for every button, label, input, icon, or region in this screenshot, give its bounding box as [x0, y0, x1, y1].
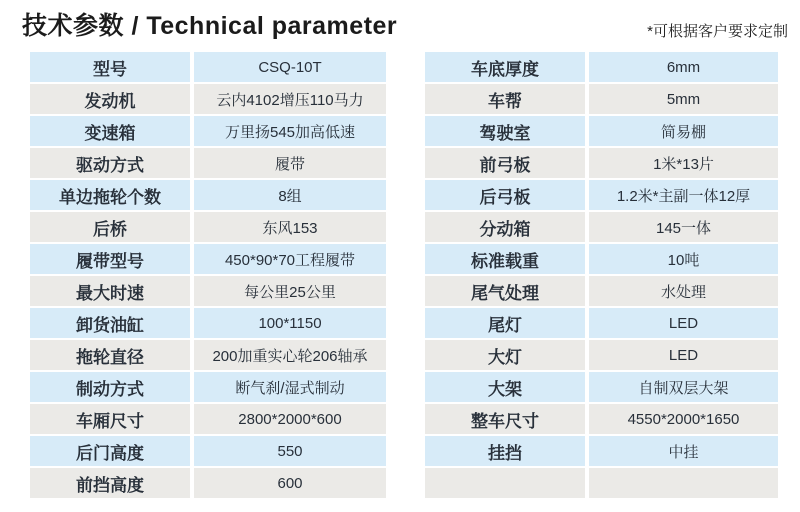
spec-row [30, 180, 386, 210]
spec-row [425, 116, 778, 146]
spec-param-label: 后桥 [30, 212, 190, 242]
spec-row [30, 436, 386, 466]
spec-table-left [30, 52, 386, 500]
spec-param-label: 前弓板 [425, 148, 585, 178]
spec-row [425, 212, 778, 242]
spec-param-label: 后门高度 [30, 436, 190, 466]
spec-param-value: LED [589, 340, 778, 370]
spec-param-value [589, 468, 778, 498]
spec-param-value: 100*1150 [194, 308, 386, 338]
spec-param-value: 断气刹/湿式制动 [194, 372, 386, 402]
spec-row [425, 148, 778, 178]
spec-param-value: 2800*2000*600 [194, 404, 386, 434]
spec-param-label: 拖轮直径 [30, 340, 190, 370]
spec-row [425, 308, 778, 338]
spec-row [30, 308, 386, 338]
spec-param-label: 履带型号 [30, 244, 190, 274]
spec-row [425, 244, 778, 274]
spec-param-value: 万里扬545加高低速 [194, 116, 386, 146]
spec-param-label: 卸货油缸 [30, 308, 190, 338]
spec-param-value: 10吨 [589, 244, 778, 274]
spec-param-label: 后弓板 [425, 180, 585, 210]
spec-param-value: 8组 [194, 180, 386, 210]
spec-param-value: 1.2米*主副一体12厚 [589, 180, 778, 210]
spec-row [30, 372, 386, 402]
spec-param-value: 600 [194, 468, 386, 498]
spec-row [30, 244, 386, 274]
spec-row [30, 340, 386, 370]
spec-param-value: LED [589, 308, 778, 338]
spec-table-right [425, 52, 778, 500]
spec-param-value: 200加重实心轮206轴承 [194, 340, 386, 370]
spec-param-label: 车厢尺寸 [30, 404, 190, 434]
spec-param-value: 每公里25公里 [194, 276, 386, 306]
spec-param-value: 水处理 [589, 276, 778, 306]
spec-param-value: 中挂 [589, 436, 778, 466]
spec-param-value: 简易棚 [589, 116, 778, 146]
spec-row [30, 52, 386, 82]
page-title: 技术参数 / Technical parameter [22, 12, 398, 40]
spec-row [425, 180, 778, 210]
spec-param-label: 型号 [30, 52, 190, 82]
spec-param-label: 车底厚度 [425, 52, 585, 82]
spec-row [30, 276, 386, 306]
spec-row [425, 404, 778, 434]
spec-row [425, 436, 778, 466]
spec-param-value: 550 [194, 436, 386, 466]
spec-param-label: 制动方式 [30, 372, 190, 402]
spec-param-label: 驱动方式 [30, 148, 190, 178]
spec-row [30, 404, 386, 434]
spec-param-label: 挂挡 [425, 436, 585, 466]
spec-param-label: 尾气处理 [425, 276, 585, 306]
spec-param-value: CSQ-10T [194, 52, 386, 82]
spec-param-value: 云内4102增压110马力 [194, 84, 386, 114]
spec-param-value: 东风153 [194, 212, 386, 242]
spec-param-label: 单边拖轮个数 [30, 180, 190, 210]
spec-row [30, 116, 386, 146]
spec-row [30, 84, 386, 114]
spec-param-value: 4550*2000*1650 [589, 404, 778, 434]
spec-param-value: 自制双层大架 [589, 372, 778, 402]
spec-param-label: 标准载重 [425, 244, 585, 274]
spec-row [425, 340, 778, 370]
spec-param-value: 145一体 [589, 212, 778, 242]
spec-param-label: 变速箱 [30, 116, 190, 146]
spec-row [425, 84, 778, 114]
spec-row [425, 276, 778, 306]
spec-param-label: 大灯 [425, 340, 585, 370]
spec-row [425, 468, 778, 498]
spec-param-label: 前挡高度 [30, 468, 190, 498]
spec-param-value: 6mm [589, 52, 778, 82]
spec-param-value: 450*90*70工程履带 [194, 244, 386, 274]
spec-param-label: 整车尺寸 [425, 404, 585, 434]
spec-param-label: 发动机 [30, 84, 190, 114]
spec-row [30, 148, 386, 178]
spec-row [30, 212, 386, 242]
spec-param-value: 1米*13片 [589, 148, 778, 178]
spec-param-label [425, 468, 585, 498]
spec-param-label: 大架 [425, 372, 585, 402]
spec-param-label: 车帮 [425, 84, 585, 114]
spec-param-label: 尾灯 [425, 308, 585, 338]
spec-param-value: 履带 [194, 148, 386, 178]
spec-row [30, 468, 386, 498]
spec-param-label: 最大时速 [30, 276, 190, 306]
spec-row [425, 372, 778, 402]
spec-param-label: 分动箱 [425, 212, 585, 242]
customization-note: *可根据客户要求定制 [647, 23, 788, 40]
spec-row [425, 52, 778, 82]
spec-param-label: 驾驶室 [425, 116, 585, 146]
spec-param-value: 5mm [589, 84, 778, 114]
